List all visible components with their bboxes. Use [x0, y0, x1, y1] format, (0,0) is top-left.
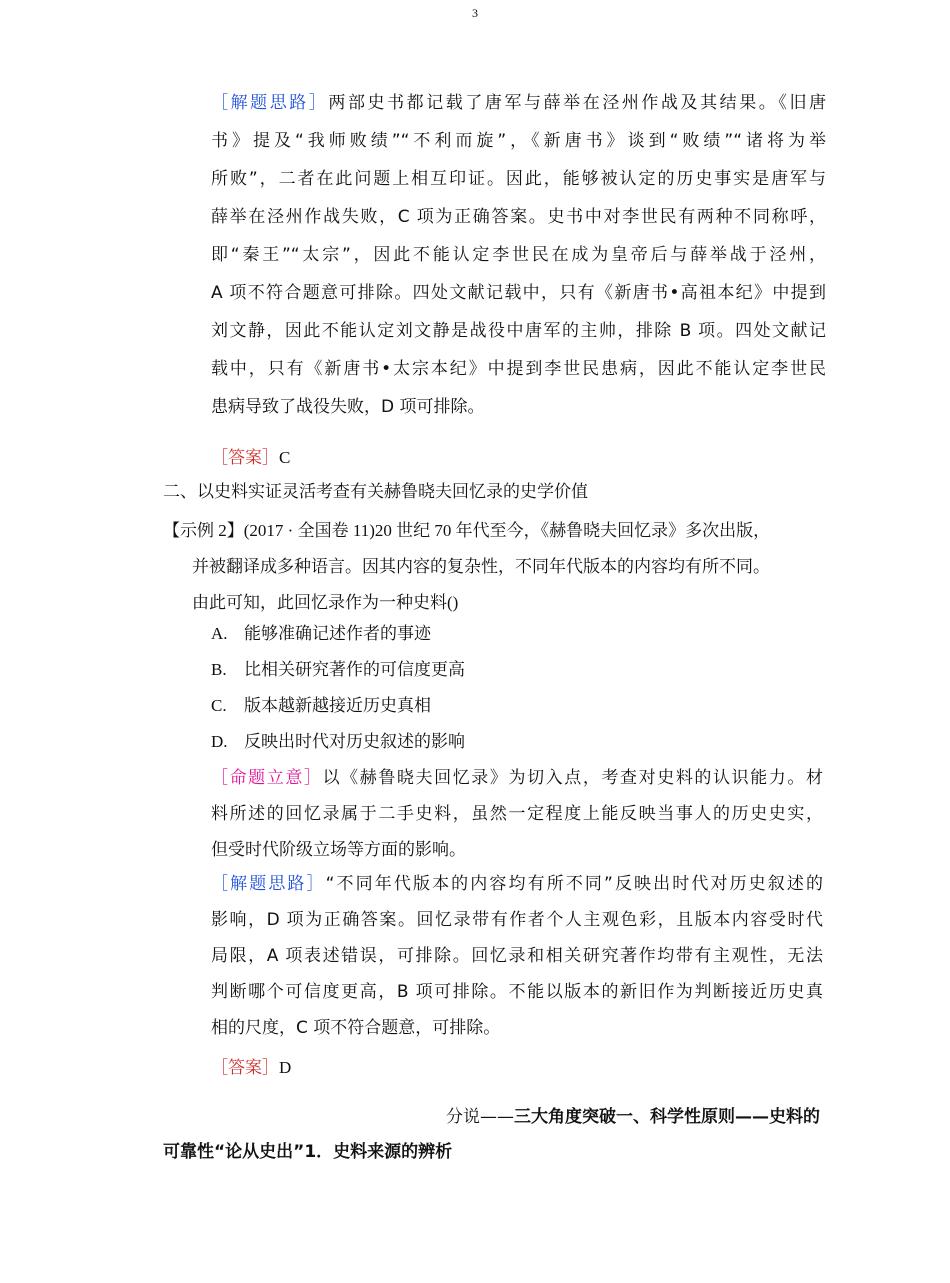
option-c: C. 版本越新越接近历史真相: [211, 696, 431, 715]
paragraph-line: 薛举在泾州作战失败，C 项为正确答案。史书中对李世民有两种不同称呼，: [211, 207, 826, 227]
paragraph-line: 相的尺度，C 项不符合题意，可排除。: [211, 1018, 501, 1038]
solution-tag: ［解题思路］: [211, 93, 329, 113]
paragraph-line: 影响，D 项为正确答案。回忆录带有作者个人主观色彩，且版本内容受时代: [211, 910, 823, 930]
paragraph-line: 患病导致了战役失败，D 项可排除。: [211, 397, 485, 417]
paragraph-line: 书》提及“我师败绩”“不利而旋”，《新唐书》谈到“败绩”“诸将为举: [211, 131, 826, 151]
paragraph-line: ［命题立意］以《赫鲁晓夫回忆录》为切入点，考查对史料的认识能力。材: [211, 768, 823, 788]
answer-tag: ［答案］: [211, 448, 279, 468]
paragraph-line: A 项不符合题意可排除。四处文献记载中，只有《新唐书•高祖本纪》中提到: [211, 283, 826, 303]
intent-tag: ［命题立意］: [211, 768, 323, 788]
option-b: B. 比相关研究著作的可信度更高: [211, 660, 465, 679]
example-line: 由此可知，此回忆录作为一种史料(): [192, 593, 459, 612]
intent-section: [211, 760, 823, 868]
paragraph-line: 载中，只有《新唐书•太宗本纪》中提到李世民患病，因此不能认定李世民: [211, 359, 826, 379]
answer-value: D: [279, 1058, 292, 1077]
paragraph-line: 局限，A 项表述错误，可排除。回忆录和相关研究著作均带有主观性，无法: [211, 946, 823, 966]
paragraph-line: 刘文静，因此不能认定刘文静是战役中唐军的主帅，排除 B 项。四处文献记: [211, 321, 826, 341]
subheading-line: 可靠性“论从史出”1．史料来源的辨析: [163, 1142, 453, 1162]
paragraph-line: 所败”，二者在此问题上相互印证。因此，能够被认定的历史事实是唐军与: [211, 169, 826, 189]
answer-tag: ［答案］: [211, 1058, 279, 1078]
page-number: 3: [472, 6, 478, 20]
section-heading: 二、以史料实证灵活考查有关赫鲁晓夫回忆录的史学价值: [163, 482, 588, 502]
paragraph-line: ［解题思路］“不同年代版本的内容均有所不同”反映出时代对历史叙述的: [211, 874, 823, 894]
answer-value: C: [279, 448, 291, 467]
option-d: D. 反映出时代对历史叙述的影响: [211, 732, 465, 751]
answer-1: [211, 439, 826, 477]
paragraph-line: 但受时代阶级立场等方面的影响。: [211, 840, 466, 860]
example-question: 【示例 2】(2017 · 全国卷 11)20 世纪 70 年代至今，《赫鲁晓夫回忆录》多次出版， 并被翻译成多种语言。因其内容的复杂性，不同年代版本的内容均有所不同。 由此可知，此回忆录作为一种史料(): [163, 513, 843, 621]
example-tag: 【示例 2】: [163, 521, 244, 540]
answer-options: [211, 616, 711, 760]
paragraph-line: ［解题思路］两部史书都记载了唐军与薛举在泾州作战及其结果。《旧唐: [211, 93, 827, 113]
option-a: A. 能够准确记述作者的事迹: [211, 624, 431, 643]
paragraph-line: 判断哪个可信度更高，B 项可排除。不能以版本的新旧作为判断接近历史真: [211, 982, 823, 1002]
example-line: 并被翻译成多种语言。因其内容的复杂性，不同年代版本的内容均有所不同。: [192, 557, 770, 576]
answer-2: [211, 1050, 823, 1086]
solution-section-1: [211, 84, 826, 426]
subheading-line: 分说——三大角度突破一、科学性原则——史料的: [446, 1107, 820, 1127]
solution-section-2: [211, 866, 823, 1046]
paragraph-line: 即“秦王”“太宗”，因此不能认定李世民在成为皇帝后与薛举战于泾州，: [211, 245, 826, 265]
solution-tag: ［解题思路］: [211, 874, 326, 894]
paragraph-line: 料所述的回忆录属于二手史料，虽然一定程度上能反映当事人的历史史实，: [211, 804, 823, 824]
